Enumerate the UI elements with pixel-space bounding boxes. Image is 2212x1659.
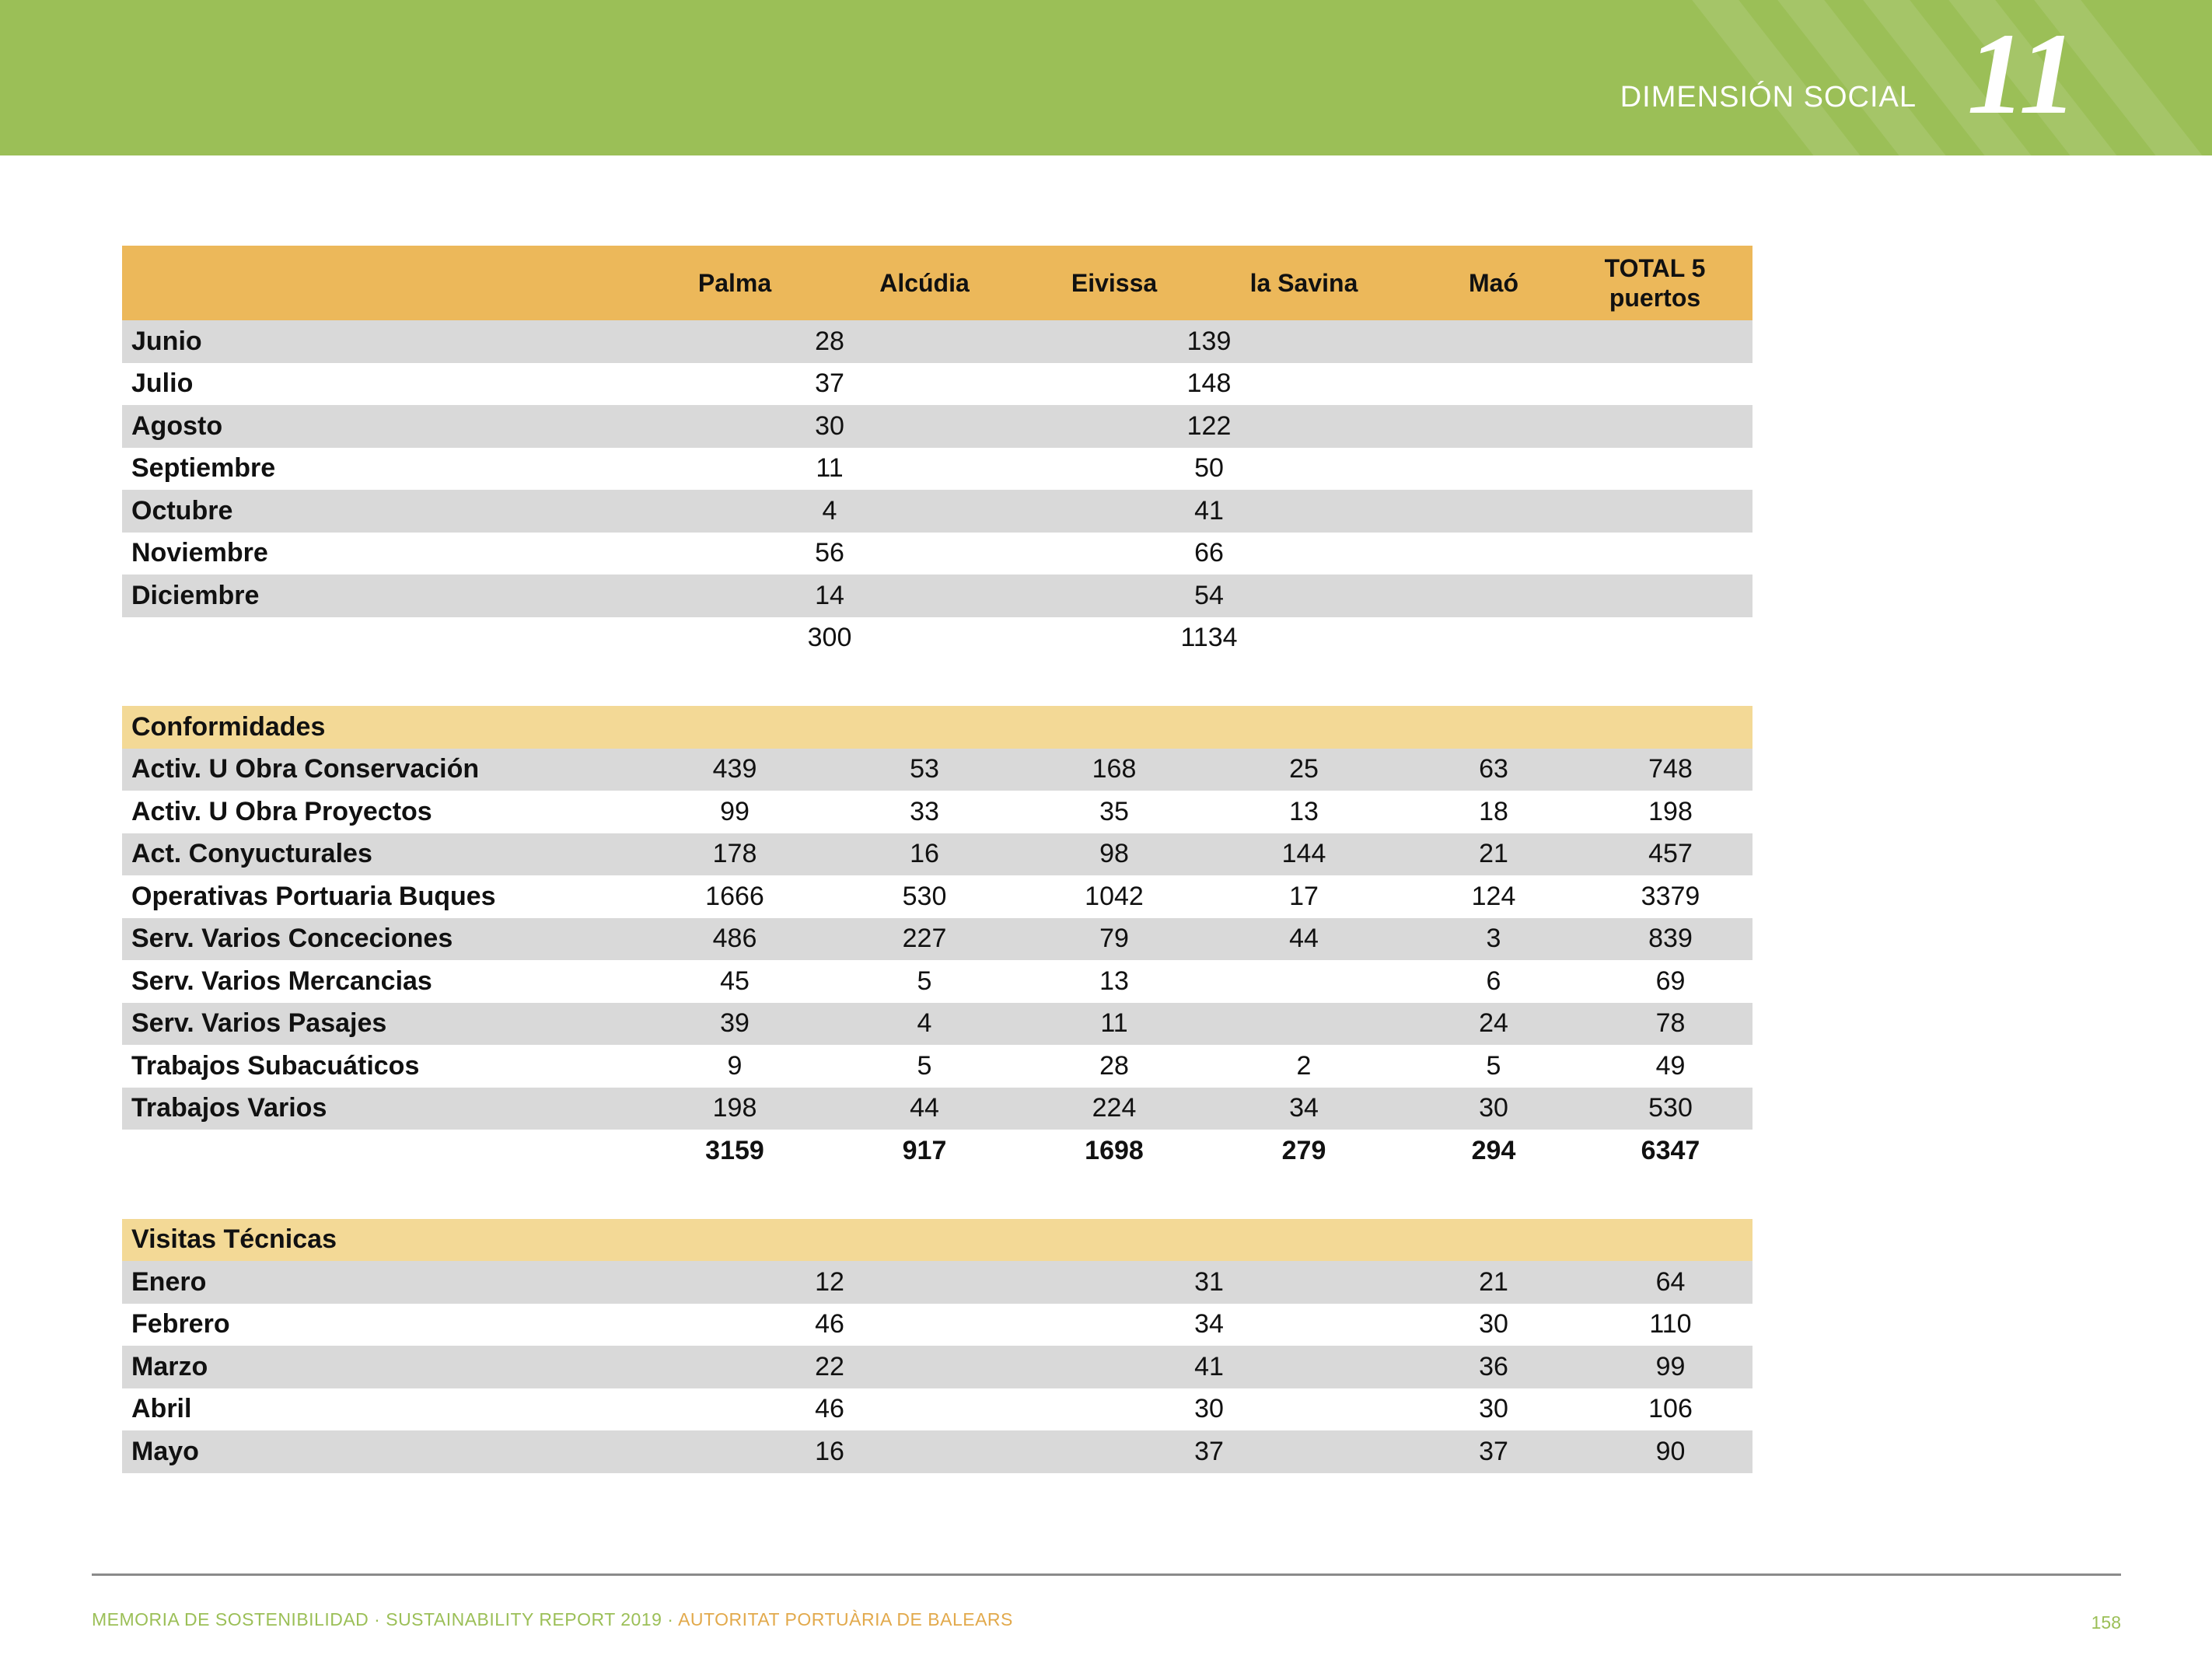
table-row: Serv. Varios Conceciones 486 227 79 44 3 839: [122, 918, 1752, 961]
table-row: Act. Conyucturales 178 16 98 144 21 457: [122, 833, 1752, 876]
table-row: Activ. U Obra Proyectos 99 33 35 13 18 198: [122, 791, 1752, 833]
table-row: Enero 12 31 21 64: [122, 1261, 1752, 1304]
table-row: Septiembre 11 50: [122, 448, 1752, 491]
footer-report-title: MEMORIA DE SOSTENIBILIDAD · SUSTAINABILITY REPORT 2019 ·: [92, 1609, 679, 1629]
table-row: Abril 46 30 30 106: [122, 1388, 1752, 1431]
table-row: Trabajos Subacuáticos 9 5 28 2 5 49: [122, 1045, 1752, 1088]
table-row: Octubre 4 41: [122, 490, 1752, 533]
table-row: Activ. U Obra Conservación 439 53 168 25 63 748: [122, 749, 1752, 791]
table-row: Marzo 22 41 36 99: [122, 1346, 1752, 1388]
col-header-eivissa: Eivissa: [1019, 246, 1209, 320]
table-row: Operativas Portuaria Buques 1666 530 1042 17 124 3379: [122, 875, 1752, 918]
table-row: Trabajos Varios 198 44 224 34 30 530: [122, 1088, 1752, 1130]
footer-divider: [92, 1573, 2121, 1576]
table-row: Serv. Varios Mercancias 45 5 13 6 69: [122, 960, 1752, 1003]
table-row: Julio 37 148: [122, 363, 1752, 406]
footer-organization: AUTORITAT PORTUÀRIA DE BALEARS: [678, 1609, 1013, 1629]
table-row: Agosto 30 122: [122, 405, 1752, 448]
page-number: 158: [2091, 1612, 2121, 1633]
section-title: DIMENSIÓN SOCIAL: [1620, 81, 1917, 114]
section-header-conformidades: Conformidades: [122, 706, 1752, 749]
total-row: 300 1134: [122, 617, 1752, 660]
footer-text: [92, 1609, 1013, 1630]
data-table: [122, 246, 1752, 1473]
table-row: Noviembre 56 66: [122, 533, 1752, 575]
section-header-visitas-tecnicas: Visitas Técnicas: [122, 1219, 1752, 1262]
table-row: Junio 28 139: [122, 320, 1752, 363]
header-row: [122, 246, 1752, 320]
total-row: 3159 917 1698 279 294 6347: [122, 1130, 1752, 1172]
table-row: Febrero 46 34 30 110: [122, 1304, 1752, 1346]
col-header-la-savina: la Savina: [1209, 246, 1399, 320]
col-header-total: TOTAL 5 puertos: [1588, 246, 1752, 320]
header-band: [0, 0, 2212, 155]
col-header-alcudia: Alcúdia: [830, 246, 1019, 320]
table-row: Mayo 16 37 37 90: [122, 1430, 1752, 1473]
chapter-number: 11: [1967, 9, 2077, 138]
table-row: Serv. Varios Pasajes 39 4 11 24 78: [122, 1003, 1752, 1046]
header-blank: [122, 246, 640, 320]
col-header-palma: Palma: [640, 246, 830, 320]
col-header-mao: Maó: [1399, 246, 1588, 320]
table-row: Diciembre 14 54: [122, 575, 1752, 617]
